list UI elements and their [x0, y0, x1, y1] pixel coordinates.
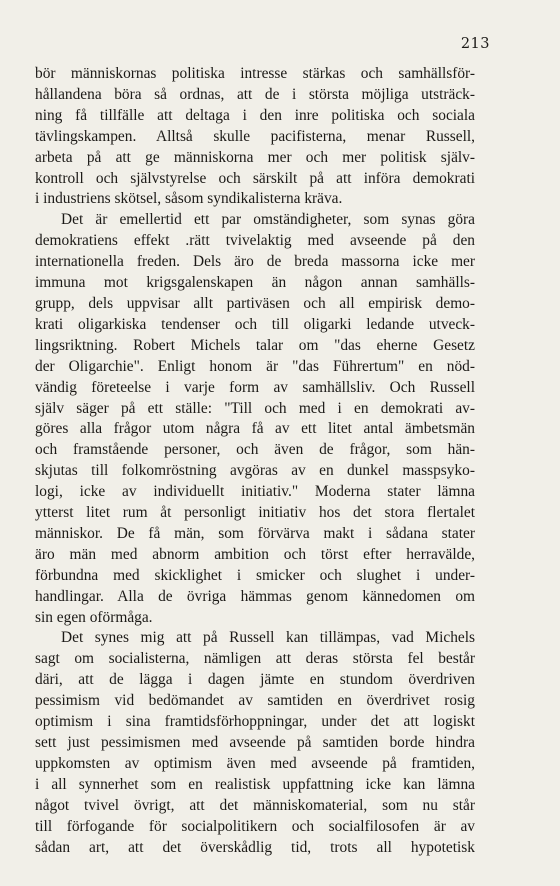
text-line: äro män med abnorm ambition och törst efter herravälde,: [35, 545, 475, 563]
text-line: göres alla frågor utom några få av ett litet antal ämbetsmän: [35, 420, 475, 438]
text-line: ytterst litet rum åt personligt initiativ hos det stora flertalet: [35, 504, 475, 522]
text-line: kontroll och självstyrelse och särskilt på att införa demokrati: [35, 169, 475, 187]
text-line: hållandena böra så ordnas, att de i största möjliga utsträck-: [35, 85, 475, 103]
paragraph-3: [35, 628, 475, 858]
body-text: [35, 64, 475, 858]
text-line: och framstående personer, och även de frågor, som hän-: [35, 441, 475, 459]
text-line: förbundna med skicklighet i smicker och slughet i under-: [35, 566, 475, 584]
text-line: bör människornas politiska intresse stärkas och samhällsför-: [35, 65, 475, 82]
text-line: internationella freden. Dels äro de breda massorna icke mer: [35, 253, 475, 271]
text-line: något tvivel övrigt, att det människomaterial, som nu står: [35, 796, 475, 814]
text-line: lingsriktning. Robert Michels talar om "das eherne Gesetz: [35, 336, 475, 354]
text-line: tävlingskampen. Alltså skulle pacifisterna, menar Russell,: [35, 127, 475, 145]
text-line: handlingar. Alla de övriga hämmas genom kännedomen om: [35, 587, 475, 605]
text-line: sett just pessimismen med avseende på samtiden borde hindra: [35, 734, 475, 751]
text-line: krati oligarkiska tendenser och till oligarki ledande utveck-: [35, 315, 475, 333]
text-line: arbeta på att ge människorna mer och mer politisk själv-: [35, 148, 475, 166]
text-line: vändig företeelse i varje form av samhällsliv. Och Russell: [35, 378, 475, 396]
text-line: Det synes mig att på Russell kan tillämpas, vad Michels: [61, 629, 475, 647]
paragraph-2: [35, 210, 475, 628]
text-line: själv säger på ett ställe: "Till och med i en demokrati av-: [35, 399, 475, 417]
text-line: optimism i sina framtidsförhoppningar, under det att logiskt: [35, 713, 475, 731]
text-line: immuna mot krigsgalenskapen än någon annan samhälls-: [35, 274, 475, 292]
text-line: ning få tillfälle att deltaga i den inre politiska och sociala: [35, 106, 475, 124]
text-line: demokratiens effekt .rätt tvivelaktig med avseende på den: [35, 232, 475, 250]
text-line: grupp, dels uppvisar allt partiväsen och all empirisk demo-: [35, 294, 475, 312]
text-line: pessimism vid bedömandet av samtiden en överdrivet rosig: [35, 692, 475, 710]
text-line: däri, att de lägga i dagen jämte en stundom överdriven: [35, 671, 475, 689]
text-line: Det är emellertid ett par omständigheter, som synas göra: [61, 211, 475, 229]
text-line: i industriens skötsel, såsom syndikalisterna kräva.: [35, 190, 343, 208]
text-line: sådan art, att det överskådlig tid, trots all hypotetisk: [35, 838, 475, 856]
text-line: i all synnerhet som en realistisk uppfattning icke kan lämna: [35, 775, 475, 793]
text-line: uppkomsten av optimism även med avseende på framtiden,: [35, 754, 475, 772]
text-line: människor. De få män, som förvärva makt i sådana stater: [35, 524, 475, 542]
text-line: sagt om socialisterna, nämligen att deras största fel består: [35, 650, 475, 668]
text-line: logi, icke av individuellt initiativ." Moderna stater lämna: [35, 483, 475, 501]
text-line: sin egen oförmåga.: [35, 608, 153, 626]
page-number: 213: [460, 36, 490, 52]
text-line: der Oligarchie". Enligt honom är "das Führertum" en nöd-: [35, 357, 475, 375]
paragraph-1: [35, 64, 475, 210]
text-line: till förfogande för socialpolitikern och socialfilosofen är av: [35, 817, 475, 835]
text-line: skjutas till folkomröstning avgöras av en dunkel masspsyko-: [35, 462, 475, 480]
